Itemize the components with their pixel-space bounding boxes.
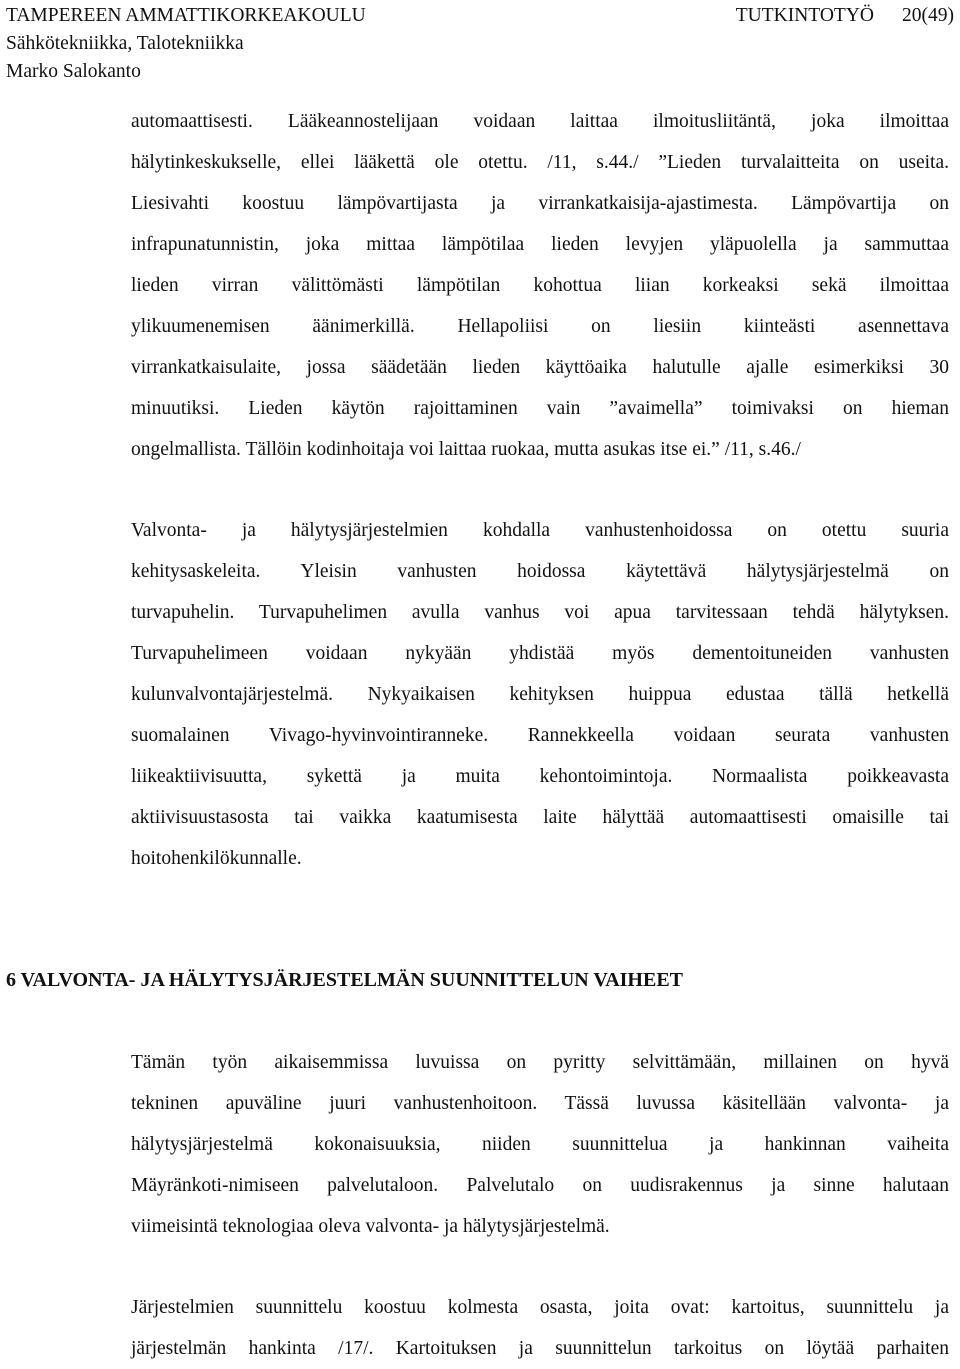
text-segment: Liesivahti koostuu lämpövartijasta ja virrankatkaisija-ajastimesta. Lämpövartija on <box>131 193 949 214</box>
paragraph-4 <box>131 1287 949 1369</box>
text-line: hälytinkeskukselle, ellei lääkettä ole otettu. /11, s.44./ ”Lieden turvalaitteita on useita. <box>131 152 949 173</box>
text-line: viimeisintä teknologiaa oleva valvonta- ja hälytysjärjestelmä. <box>131 1216 610 1237</box>
department-name: Sähkötekniikka, Talotekniikka <box>6 33 244 54</box>
paragraph-1 <box>131 101 949 470</box>
text-line: liikeaktiivisuutta, sykettä ja muita kehontoimintoja. Normaalista poikkeavasta <box>131 766 949 787</box>
text-line: minuutiksi. Lieden käytön rajoittaminen vain ”avaimella” toimivaksi on hieman <box>131 398 949 419</box>
text-line: lieden virran välittömästi lämpötilan kohottua liian korkeaksi sekä ilmoittaa <box>131 275 949 296</box>
section-heading: 6 VALVONTA- JA HÄLYTYSJÄRJESTELMÄN SUUNNITTELUN VAIHEET <box>6 969 684 991</box>
text-line: ylikuumenemisen äänimerkillä. Hellapoliisi on liesiin kiinteästi asennettava <box>131 316 949 337</box>
text-line: infrapunatunnistin, joka mittaa lämpötilaa lieden levyjen yläpuolella ja sammuttaa <box>131 234 949 255</box>
text-line: aktiivisuustasosta tai vaikka kaatumisesta laite hälyttää automaattisesti omaisille tai <box>131 807 949 828</box>
text-line: tekninen apuväline juuri vanhustenhoitoon. Tässä luvussa käsitellään valvonta- ja <box>131 1093 949 1114</box>
header-row-3 <box>6 58 954 86</box>
text-line: automaattisesti. Lääkeannostelijaan voidaan laittaa ilmoitusliitäntä, joka ilmoittaa <box>131 111 949 132</box>
author-name: Marko Salokanto <box>6 61 141 82</box>
text-line: Valvonta- ja hälytysjärjestelmien kohdalla vanhustenhoidossa on otettu suuria <box>131 520 949 541</box>
header-row-2 <box>6 30 954 58</box>
text-line: Tämän työn aikaisemmissa luvuissa on pyritty selvittämään, millainen on hyvä <box>131 1052 949 1073</box>
institution-name: TAMPEREEN AMMATTIKORKEAKOULU <box>6 5 366 26</box>
header-row-1 <box>6 2 954 30</box>
text-line: Järjestelmien suunnittelu koostuu kolmesta osasta, joita ovat: kartoitus, suunnittelu ja <box>131 1297 949 1318</box>
text-line-combined <box>131 183 949 224</box>
text-line: virrankatkaisulaite, jossa säädetään lieden käyttöaika halutulle ajalle esimerkiksi 30 <box>131 357 949 378</box>
text-line: kehitysaskeleita. Yleisin vanhusten hoidossa käytettävä hälytysjärjestelmä on <box>131 561 949 582</box>
paragraph-2 <box>131 510 949 879</box>
text-line: Turvapuhelimeen voidaan nykyään yhdistää myös dementoituneiden vanhusten <box>131 643 949 664</box>
text-line: ongelmallista. Tällöin kodinhoitaja voi laittaa ruokaa, mutta asukas itse ei.” /11, s.46./ <box>131 439 801 460</box>
text-line: suomalainen Vivago-hyvinvointiranneke. Rannekkeella voidaan seurata vanhusten <box>131 725 949 746</box>
text-line: hoitohenkilökunnalle. <box>131 848 302 869</box>
page-number: 20(49) <box>902 5 954 26</box>
text-line: turvapuhelin. Turvapuhelimen avulla vanhus voi apua tarvitessaan tehdä hälytyksen. <box>131 602 949 623</box>
text-line: kulunvalvontajärjestelmä. Nykyaikaisen kehityksen huippua edustaa tällä hetkellä <box>131 684 949 705</box>
text-line: Mäyränkoti-nimiseen palvelutaloon. Palvelutalo on uudisrakennus ja sinne halutaan <box>131 1175 949 1196</box>
page-header <box>6 2 954 86</box>
header-right <box>736 2 954 30</box>
text-line: hälytysjärjestelmä kokonaisuuksia, niiden suunnittelua ja hankinnan vaiheita <box>131 1134 949 1155</box>
text-line: järjestelmän hankinta /17/. Kartoituksen ja suunnittelun tarkoitus on löytää parhaiten <box>131 1338 949 1359</box>
document-type: TUTKINTOTYÖ <box>735 5 874 26</box>
paragraph-3 <box>131 1042 949 1247</box>
